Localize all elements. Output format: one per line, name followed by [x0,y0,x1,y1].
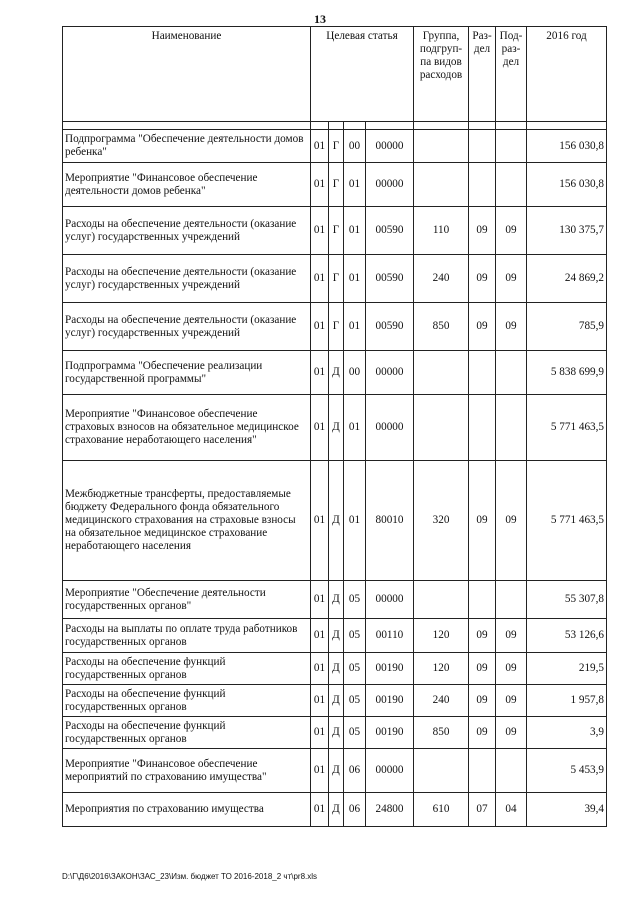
target-code-1: 01 [311,130,329,163]
section: 09 [469,619,496,653]
target-code-2: Д [329,717,344,749]
amount-2016: 5 838 699,9 [527,351,607,395]
subsection: 04 [496,793,527,827]
table-row [63,653,607,685]
target-code-3: 01 [344,461,366,581]
section: 09 [469,303,496,351]
target-code-4: 00000 [366,163,414,207]
target-code-1: 01 [311,793,329,827]
expense-group: 320 [414,461,469,581]
target-code-4: 00000 [366,351,414,395]
target-code-1: 01 [311,653,329,685]
subsection: 09 [496,255,527,303]
target-code-3: 05 [344,717,366,749]
target-code-4: 00190 [366,653,414,685]
table-header-row [63,27,607,122]
subsection [496,163,527,207]
target-code-1: 01 [311,163,329,207]
target-code-1: 01 [311,351,329,395]
row-name: Мероприятие "Финансовое обеспечение деятельности домов ребенка" [63,163,311,207]
subsection: 09 [496,685,527,717]
row-name: Расходы на обеспечение деятельности (оказание услуг) государственных учреждений [63,255,311,303]
target-code-3: 00 [344,130,366,163]
target-code-2: Д [329,619,344,653]
target-code-2: Д [329,395,344,461]
amount-2016: 24 869,2 [527,255,607,303]
section: 09 [469,717,496,749]
section [469,351,496,395]
target-code-3: 05 [344,685,366,717]
expense-group: 850 [414,717,469,749]
target-code-4: 00590 [366,303,414,351]
section [469,130,496,163]
amount-2016: 55 307,8 [527,581,607,619]
target-code-4: 24800 [366,793,414,827]
target-code-1: 01 [311,255,329,303]
row-name: Мероприятие "Обеспечение деятельности государственных органов" [63,581,311,619]
header-section: Раз-дел [469,27,496,122]
row-name: Подпрограмма "Обеспечение деятельности домов ребенка" [63,130,311,163]
target-code-3: 05 [344,653,366,685]
target-code-3: 06 [344,793,366,827]
header-year: 2016 год [527,27,607,122]
target-code-3: 05 [344,619,366,653]
target-code-4: 00000 [366,395,414,461]
subsection: 09 [496,717,527,749]
target-code-4: 00000 [366,581,414,619]
row-name: Расходы на обеспечение деятельности (оказание услуг) государственных учреждений [63,303,311,351]
table-row [63,619,607,653]
subsection: 09 [496,461,527,581]
section [469,749,496,793]
expense-group [414,395,469,461]
target-code-3: 01 [344,395,366,461]
row-name: Расходы на обеспечение функций государственных органов [63,717,311,749]
target-code-4: 00000 [366,130,414,163]
amount-2016: 785,9 [527,303,607,351]
table-body [63,130,607,827]
row-name: Расходы на выплаты по оплате труда работников государственных органов [63,619,311,653]
target-code-1: 01 [311,303,329,351]
target-code-4: 00000 [366,749,414,793]
target-code-2: Г [329,303,344,351]
table-row [63,255,607,303]
target-code-4: 00590 [366,255,414,303]
subsection [496,395,527,461]
section [469,581,496,619]
subsection [496,581,527,619]
subsection [496,749,527,793]
header-name: Наименование [63,27,311,122]
target-code-2: Д [329,653,344,685]
expense-group [414,351,469,395]
table-row [63,351,607,395]
section: 09 [469,255,496,303]
target-code-1: 01 [311,461,329,581]
expense-group: 120 [414,653,469,685]
header-expense-group: Группа, подгруп-па видов расходов [414,27,469,122]
amount-2016: 219,5 [527,653,607,685]
target-code-2: Г [329,130,344,163]
section [469,395,496,461]
target-code-1: 01 [311,207,329,255]
target-code-2: Г [329,255,344,303]
expense-group [414,581,469,619]
table-row [63,207,607,255]
amount-2016: 156 030,8 [527,163,607,207]
subsection [496,130,527,163]
section: 09 [469,461,496,581]
row-name: Межбюджетные трансферты, предоставляемые бюджету Федерального фонда обязательного медицинского страхования на страховые взносы на обязательное медицинское страхование неработающего населения [63,461,311,581]
row-name: Мероприятия по страхованию имущества [63,793,311,827]
file-path-footer: D:\Г\Д6\2016\ЗАКОН\ЗАС_23\Изм. бюджет ТО 2016-2018_2 чт\pr8.xls [62,872,318,881]
target-code-2: Г [329,163,344,207]
row-name: Расходы на обеспечение деятельности (оказание услуг) государственных учреждений [63,207,311,255]
expense-group: 240 [414,255,469,303]
target-code-2: Д [329,793,344,827]
section [469,163,496,207]
budget-table [62,26,607,827]
target-code-2: Д [329,581,344,619]
table-row [63,461,607,581]
amount-2016: 39,4 [527,793,607,827]
expense-group: 850 [414,303,469,351]
subsection: 09 [496,303,527,351]
table-row [63,303,607,351]
target-code-2: Д [329,749,344,793]
expense-group: 610 [414,793,469,827]
section: 07 [469,793,496,827]
expense-group [414,130,469,163]
target-code-1: 01 [311,717,329,749]
row-name: Расходы на обеспечение функций государственных органов [63,653,311,685]
target-code-1: 01 [311,395,329,461]
target-code-2: Д [329,351,344,395]
header-subsection: Под-раз-дел [496,27,527,122]
row-name: Мероприятие "Финансовое обеспечение мероприятий по страхованию имущества" [63,749,311,793]
amount-2016: 53 126,6 [527,619,607,653]
expense-group: 120 [414,619,469,653]
target-code-4: 00110 [366,619,414,653]
table-row [63,685,607,717]
target-code-3: 01 [344,255,366,303]
target-code-4: 00190 [366,685,414,717]
table-row [63,163,607,207]
table-row [63,395,607,461]
page-number: 13 [314,12,326,26]
subsection: 09 [496,653,527,685]
expense-group [414,163,469,207]
amount-2016: 3,9 [527,717,607,749]
amount-2016: 1 957,8 [527,685,607,717]
target-code-3: 01 [344,207,366,255]
subsection: 09 [496,619,527,653]
amount-2016: 156 030,8 [527,130,607,163]
section: 09 [469,207,496,255]
amount-2016: 5 453,9 [527,749,607,793]
subsection [496,351,527,395]
target-code-2: Г [329,207,344,255]
table-row [63,581,607,619]
target-code-3: 06 [344,749,366,793]
row-name: Подпрограмма "Обеспечение реализации государственной программы" [63,351,311,395]
header-spacer-row [63,122,607,130]
amount-2016: 5 771 463,5 [527,395,607,461]
target-code-3: 05 [344,581,366,619]
expense-group: 240 [414,685,469,717]
target-code-1: 01 [311,685,329,717]
section: 09 [469,685,496,717]
subsection: 09 [496,207,527,255]
expense-group [414,749,469,793]
target-code-3: 01 [344,303,366,351]
target-code-3: 01 [344,163,366,207]
table-row [63,717,607,749]
target-code-2: Д [329,461,344,581]
table-row [63,749,607,793]
target-code-2: Д [329,685,344,717]
row-name: Мероприятие "Финансовое обеспечение страховых взносов на обязательное медицинское страхование неработающего населения" [63,395,311,461]
target-code-1: 01 [311,619,329,653]
expense-group: 110 [414,207,469,255]
row-name: Расходы на обеспечение функций государственных органов [63,685,311,717]
amount-2016: 130 375,7 [527,207,607,255]
target-code-4: 80010 [366,461,414,581]
target-code-1: 01 [311,749,329,793]
section: 09 [469,653,496,685]
table-row [63,130,607,163]
target-code-1: 01 [311,581,329,619]
target-code-4: 00590 [366,207,414,255]
target-code-3: 00 [344,351,366,395]
table-row [63,793,607,827]
target-code-4: 00190 [366,717,414,749]
amount-2016: 5 771 463,5 [527,461,607,581]
header-target-article: Целевая статья [311,27,414,122]
